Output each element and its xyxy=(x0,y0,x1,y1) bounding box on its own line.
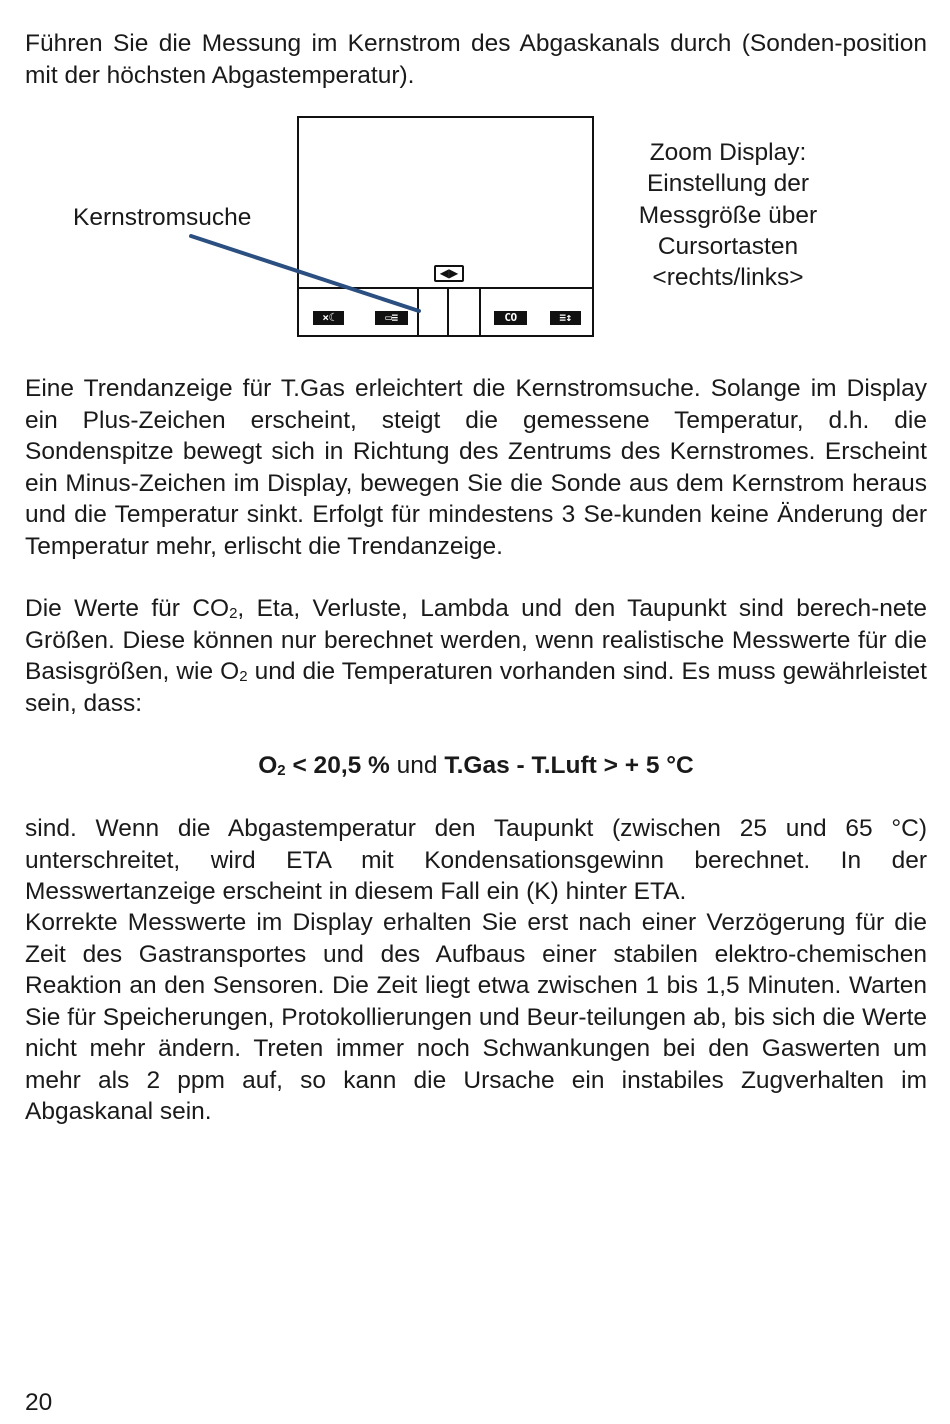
zoom-label-line: <rechts/links> xyxy=(652,264,804,292)
left-right-arrows-icon: ◀▶ xyxy=(434,265,464,282)
condition-formula: $O_2 < 20,5$ % und T.Gas - T.Luft > + 5 °C xyxy=(258,752,694,779)
paragraph-berechnete-groessen: Die Werte für $CO_2$, Eta, Verluste, Lambda und den Taupunkt sind berech-nete Größen. Diese können nur berechnet werden, wenn realistische Messwerte für die Basisgrößen, wie $O_2$ und die Temperaturen vorhanden sind. Es muss gewährleistet sein, dass: xyxy=(25,595,927,717)
zoom-label-line: Messgröße über xyxy=(638,201,818,229)
paragraph-verzoegerung: Korrekte Messwerte im Display erhalten Sie erst nach einer Verzögerung für die Zeit des Gastransportes und des Aufbaus einer stabilen elektro-chemischen Reaktion an den Sensoren. Die Zeit liegt etwa zwischen 1 bis 1,5 Minuten. Warten Sie für Speicherungen, Protokollierungen und Beur-teilungen ab, bis sich die Werte nicht mehr ändern. Treten immer noch Schwankungen bei den Gaswerten um mehr als 2 ppm auf, so kann die Ursache ein instabiles Zugverhalten im Abgaskanal sein. xyxy=(25,909,927,1125)
softkey-4-icon: ≡↕ xyxy=(550,311,581,325)
softkey-1-icon: ×☾ xyxy=(313,311,344,325)
paragraph-taupunkt: sind. Wenn die Abgastemperatur den Taupunkt (zwischen 25 und 65 °C) unterschreitet, wird ETA mit Kondensationsgewinn berechnet. In der Messwertanzeige erscheint in diesem Fall ein (K) hinter ETA. xyxy=(25,815,927,905)
paragraph-trendanzeige: Eine Trendanzeige für T.Gas erleichtert die Kernstromsuche. Solange im Display ein Plus-Zeichen erscheint, steigt die gemessene Temperatur, d.h. die Sondenspitze bewegt sich in Richtung des Zentrums des Kernstromes. Erscheint ein Minus-Zeichen im Display, bewegen Sie die Sonde aus dem Kernstrom heraus und die Temperatur sinkt. Erfolgt für mindestens 3 Se-kunden keine Änderung der Temperatur mehr, erlischt die Trendanzeige. xyxy=(25,375,927,560)
page-number: 20 xyxy=(25,1389,53,1416)
figure-label-kernstromsuche: Kernstromsuche xyxy=(73,204,252,231)
zoom-label-line: Cursortasten xyxy=(657,232,799,260)
intro-paragraph: Führen Sie die Messung im Kernstrom des Abgaskanals durch (Sonden-position mit der höchsten Abgastemperatur). xyxy=(25,30,927,89)
zoom-label-line: Zoom Display: xyxy=(649,139,807,166)
softkey-2-icon: ▭≡ xyxy=(375,311,408,325)
softkey-co-icon: CO xyxy=(494,311,527,325)
figure-label-zoom-display xyxy=(603,137,853,293)
zoom-label-line: Einstellung der xyxy=(646,170,810,198)
